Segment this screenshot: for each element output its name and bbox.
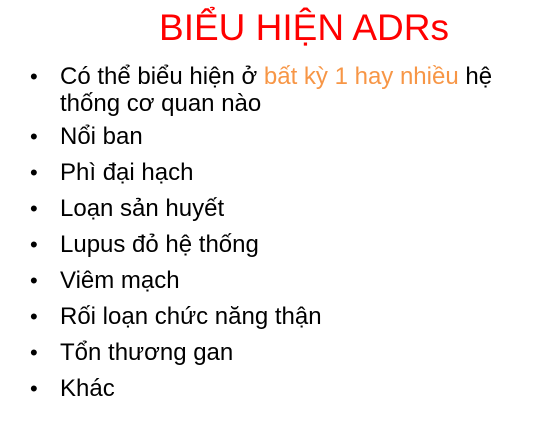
bullet-text-before: Có thể biểu hiện ở <box>60 63 264 90</box>
bullet-text: Phì đại hạch <box>60 159 194 186</box>
bullet-icon: • <box>30 304 38 329</box>
bullet-icon: • <box>30 160 38 185</box>
bullet-text: Viêm mạch <box>60 267 180 294</box>
bullet-icon: • <box>30 232 38 257</box>
bullet-text: Tổn thương gan <box>60 339 234 366</box>
bullet-icon: • <box>30 268 38 293</box>
slide-title: BIỂU HIỆN ADRs <box>159 7 449 48</box>
bullet-icon: • <box>30 340 38 365</box>
bullet-icon: • <box>30 124 38 149</box>
bullet-item-rash <box>0 123 558 150</box>
bullet-item-organ-systems <box>0 63 558 117</box>
bullet-text-highlight: bất kỳ 1 hay nhiều <box>263 63 459 90</box>
bullet-text: Rối loạn chức năng thận <box>60 303 322 330</box>
bullet-icon: • <box>30 64 38 89</box>
bullet-item-renal-dysfunction <box>0 303 558 330</box>
bullet-icon: • <box>30 196 38 221</box>
bullet-text-after: hệ thống cơ quan nào <box>60 63 493 117</box>
bullet-item-other <box>0 375 558 402</box>
bullet-item-lymphadenopathy <box>0 159 558 186</box>
bullet-icon: • <box>30 376 38 401</box>
bullet-item-vasculitis <box>0 267 558 294</box>
bullet-text: Lupus đỏ hệ thống <box>60 231 259 258</box>
bullet-list <box>0 63 558 411</box>
bullet-text: Nổi ban <box>60 123 143 150</box>
bullet-item-blood-dyscrasia <box>0 195 558 222</box>
bullet-item-lupus <box>0 231 558 258</box>
bullet-item-liver-injury <box>0 339 558 366</box>
bullet-text: Loạn sản huyết <box>60 195 225 222</box>
bullet-text: Khác <box>60 375 115 402</box>
